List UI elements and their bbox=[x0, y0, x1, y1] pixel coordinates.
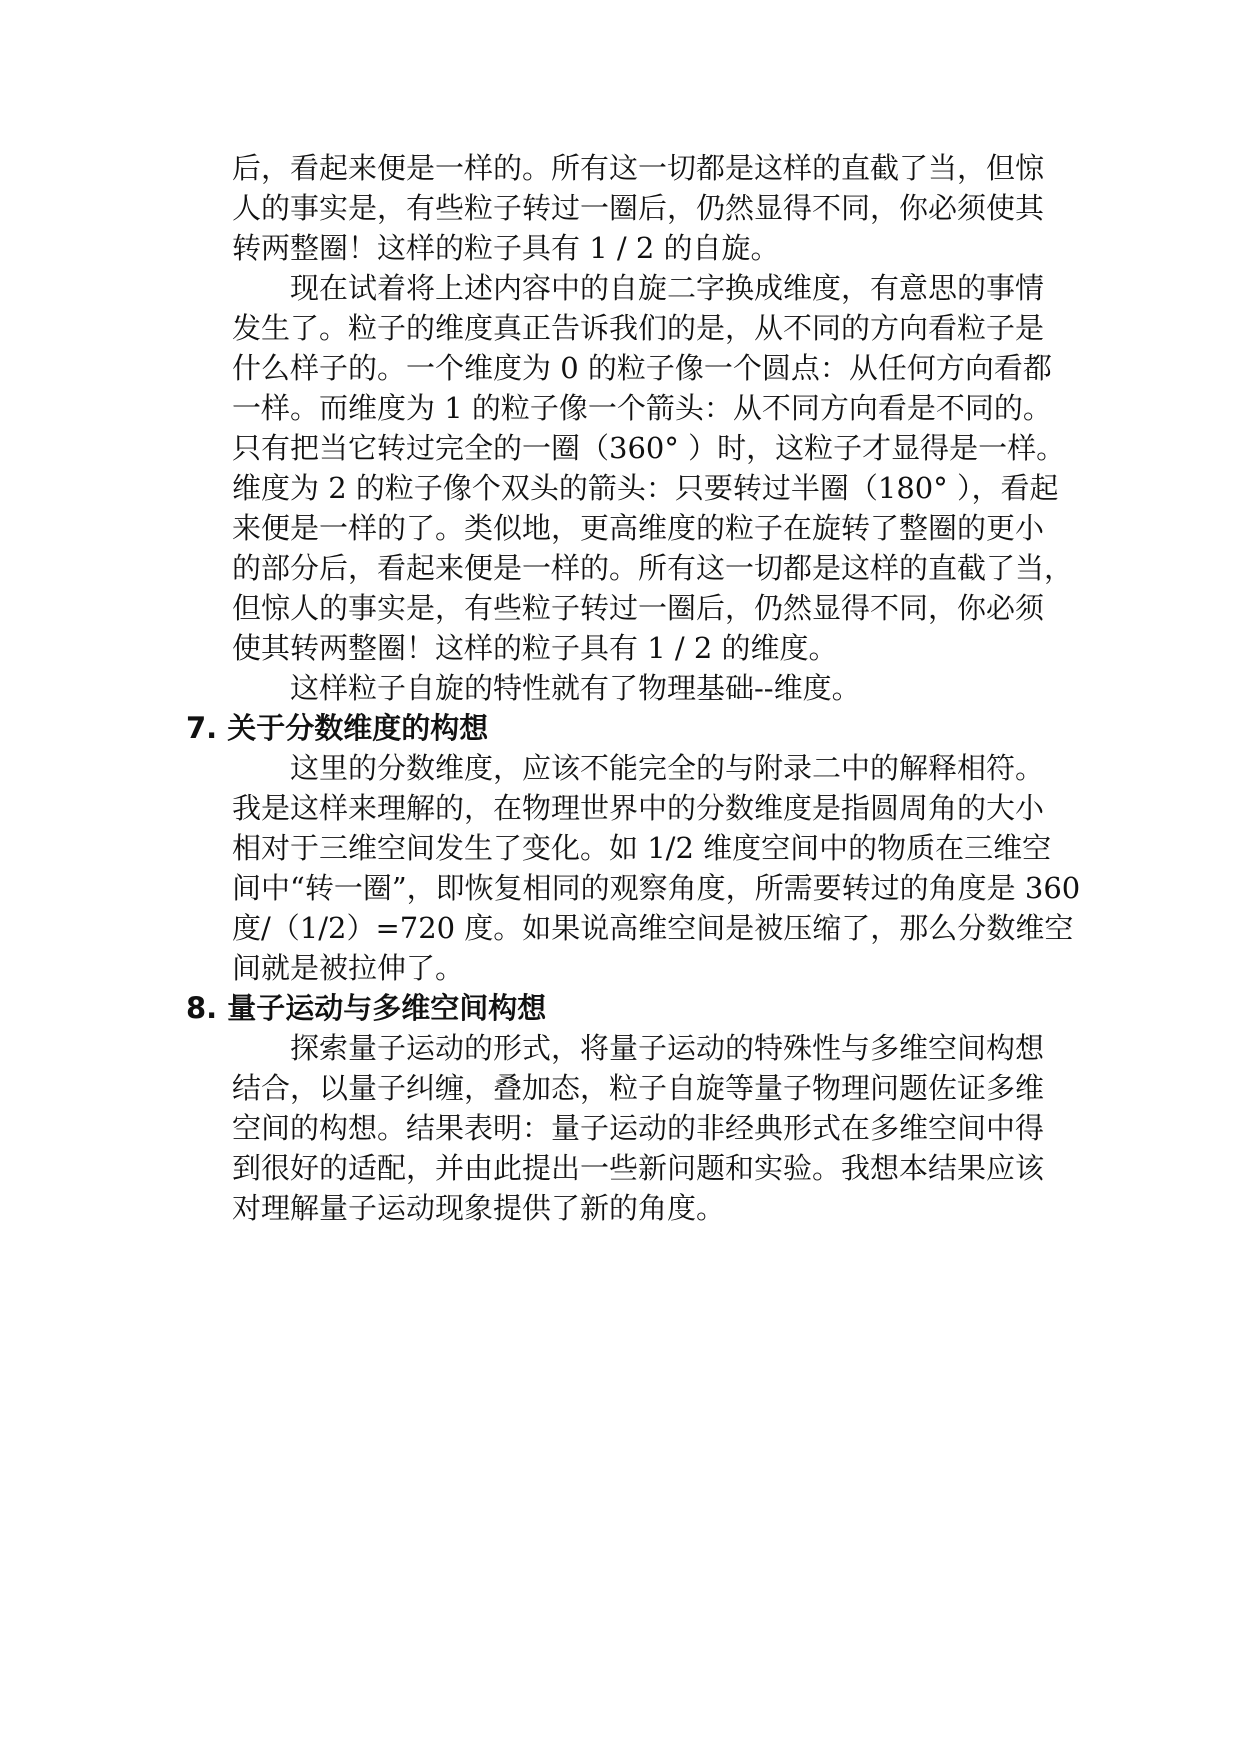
section-heading-8: 8. 量子运动与多维空间构想 bbox=[186, 991, 547, 1025]
text-line: 一样。而维度为 1 的粒子像一个箭头：从不同方向看是不同的。 bbox=[232, 391, 1052, 425]
text-line: 转两整圈！这样的粒子具有 1 / 2 的自旋。 bbox=[232, 231, 780, 265]
text-line: 间就是被拉伸了。 bbox=[232, 951, 465, 985]
text-line: 发生了。粒子的维度真正告诉我们的是，从不同的方向看粒子是 bbox=[232, 311, 1045, 345]
text-line: 来便是一样的了。类似地，更高维度的粒子在旋转了整圈的更小 bbox=[232, 511, 1045, 545]
text-line: 相对于三维空间发生了变化。如 1/2 维度空间中的物质在三维空 bbox=[232, 831, 1052, 865]
text-line: 探索量子运动的形式，将量子运动的特殊性与多维空间构想 bbox=[290, 1031, 1045, 1065]
text-line: 使其转两整圈！这样的粒子具有 1 / 2 的维度。 bbox=[232, 631, 838, 665]
text-line: 人的事实是，有些粒子转过一圈后，仍然显得不同，你必须使其 bbox=[232, 191, 1045, 225]
text-line: 我是这样来理解的，在物理世界中的分数维度是指圆周角的大小 bbox=[232, 791, 1045, 825]
text-line: 空间的构想。结果表明：量子运动的非经典形式在多维空间中得 bbox=[232, 1111, 1045, 1145]
text-line: 对理解量子运动现象提供了新的角度。 bbox=[232, 1191, 726, 1225]
text-line: 这里的分数维度，应该不能完全的与附录二中的解释相符。 bbox=[290, 751, 1045, 785]
text-line: 间中“转一圈”，即恢复相同的观察角度，所需要转过的角度是 360 bbox=[232, 871, 1081, 905]
text-line: 的部分后，看起来便是一样的。所有这一切都是这样的直截了当， bbox=[232, 551, 1074, 585]
text-line: 后，看起来便是一样的。所有这一切都是这样的直截了当，但惊 bbox=[232, 151, 1045, 185]
text-line: 结合，以量子纠缠，叠加态，粒子自旋等量子物理问题佐证多维 bbox=[232, 1071, 1045, 1105]
text-line: 但惊人的事实是，有些粒子转过一圈后，仍然显得不同，你必须 bbox=[232, 591, 1045, 625]
text-line: 到很好的适配，并由此提出一些新问题和实验。我想本结果应该 bbox=[232, 1151, 1045, 1185]
text-line: 什么样子的。一个维度为 0 的粒子像一个圆点：从任何方向看都 bbox=[232, 351, 1052, 385]
text-line: 这样粒子自旋的特性就有了物理基础--维度。 bbox=[290, 671, 861, 705]
text-line: 现在试着将上述内容中的自旋二字换成维度，有意思的事情 bbox=[290, 271, 1045, 305]
text-line: 度/（1/2）=720 度。如果说高维空间是被压缩了，那么分数维空 bbox=[232, 911, 1074, 945]
text-line: 维度为 2 的粒子像个双头的箭头：只要转过半圈（180° ），看起 bbox=[232, 471, 1059, 505]
text-line: 只有把当它转过完全的一圈（360° ）时，这粒子才显得是一样。 bbox=[232, 431, 1066, 465]
section-heading-7: 7. 关于分数维度的构想 bbox=[186, 711, 489, 745]
